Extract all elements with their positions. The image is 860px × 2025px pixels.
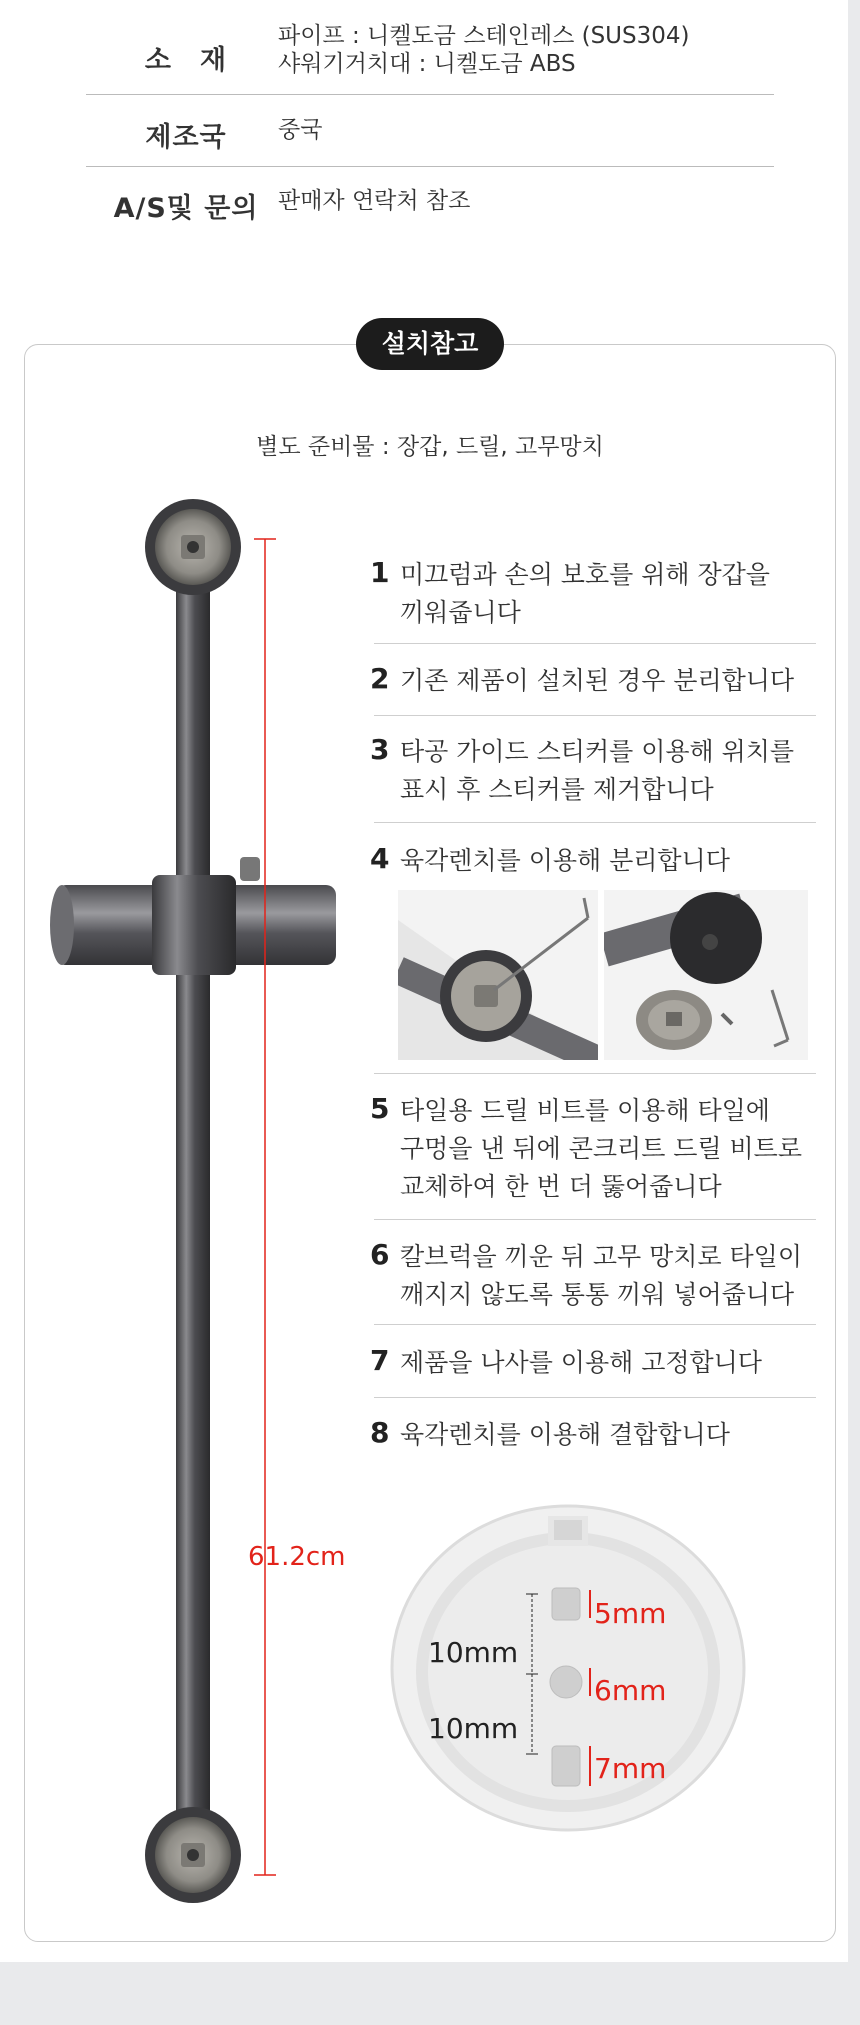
step-text [400,1416,730,1454]
step-number: 1 [370,556,390,589]
step-line: 깨지지 않도록 통통 끼워 넣어줍니다 [400,1280,795,1309]
hole-size-label-7mm: 7mm [594,1752,667,1785]
step-number: 6 [370,1238,390,1271]
bottom-mount [145,1807,241,1903]
step-line: 타일용 드릴 비트를 이용해 타일에 [400,1096,770,1125]
step-divider [374,715,816,716]
top-mount [145,499,241,595]
spacing-label-1: 10mm [428,1636,519,1669]
step-text [400,662,794,700]
slot-7mm [552,1746,580,1786]
spacing-label-2: 10mm [428,1712,519,1745]
spec-material-pipe: 파이프 : 니켈도금 스테인레스 (SUS304) [278,23,690,49]
step-text [400,556,770,632]
step-text [400,1092,802,1206]
step-number: 7 [370,1344,390,1377]
prep-materials: 별도 준비물 : 장갑, 드릴, 고무망치 [256,434,604,460]
step-number: 8 [370,1416,390,1449]
step-number: 4 [370,842,390,875]
step-line: 표시 후 스티커를 제거합니다 [400,775,714,804]
step-divider [374,822,816,823]
hole-size-label-5mm: 5mm [594,1597,667,1630]
step-divider [374,643,816,644]
step-line: 기존 제품이 설치된 경우 분리합니다 [400,666,795,695]
step-text [400,733,794,809]
step-line: 육각렌치를 이용해 결합합니다 [400,1420,730,1449]
step-number: 3 [370,733,390,766]
spec-label-as: A/S및 문의 [113,193,259,224]
spec-value-material [278,22,690,78]
step-line: 칼브럭을 끼운 뒤 고무 망치로 타일이 [400,1242,802,1271]
step-4-photo-detached-mount [604,890,808,1060]
step-line: 육각렌치를 이용해 분리합니다 [400,846,730,875]
spec-label-material: 소 재 [144,45,228,76]
spec-label-origin: 제조국 [145,122,227,153]
spec-value-as: 판매자 연락처 참조 [278,188,471,214]
install-title-badge: 설치참고 [356,318,504,370]
spec-divider [86,166,774,167]
step-line: 교체하여 한 번 더 뚫어줍니다 [400,1172,722,1201]
step-line: 타공 가이드 스티커를 이용해 위치를 [400,737,795,766]
step-line: 끼워줍니다 [400,598,521,627]
step-divider [374,1324,816,1325]
step-text [400,1344,762,1382]
step-divider [374,1397,816,1398]
step-number: 5 [370,1092,390,1125]
spec-material-holder: 샤워기거치대 : 니켈도금 ABS [278,51,576,77]
step-text [400,842,730,880]
step-line: 제품을 나사를 이용해 고정합니다 [400,1348,762,1377]
step-4-photo-wrench-cap [398,890,598,1060]
step-line: 구멍을 낸 뒤에 콘크리트 드릴 비트로 [400,1134,802,1163]
spec-value-origin: 중국 [278,117,323,143]
slot-5mm [552,1588,580,1620]
step-divider [374,1219,816,1220]
step-text [400,1238,802,1314]
step-number: 2 [370,662,390,695]
step-line: 미끄럼과 손의 보호를 위해 장갑을 [400,560,770,589]
step-divider [374,1073,816,1074]
slide-bar-illustration [40,495,340,1925]
hole-size-label-6mm: 6mm [594,1674,667,1707]
length-label: 61.2cm [248,1542,346,1572]
spec-divider [86,94,774,95]
hole-6mm [550,1666,582,1698]
pipe [176,535,210,1885]
